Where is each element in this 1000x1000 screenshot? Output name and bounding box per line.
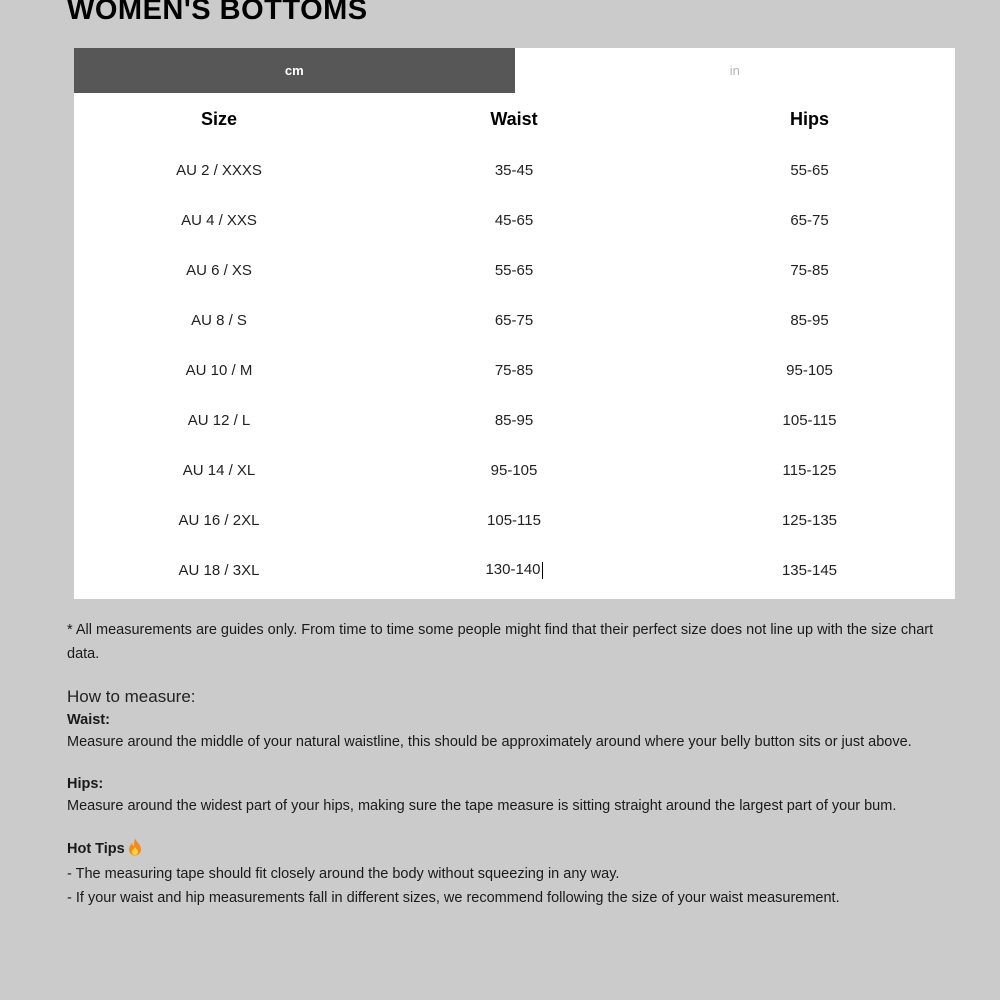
- cell-size: AU 6 / XS: [186, 261, 252, 279]
- cell-waist: 65-75: [494, 311, 534, 329]
- unit-tabs: [74, 48, 955, 93]
- tip-item: - The measuring tape should fit closely around the body without squeezing in any way.: [67, 866, 620, 882]
- text-cursor: [542, 562, 543, 579]
- cell-hips: 135-145: [781, 561, 838, 579]
- cell-hips: 55-65: [790, 161, 829, 179]
- cell-size: AU 14 / XL: [182, 461, 256, 479]
- table-row: [74, 445, 955, 495]
- cell-waist-value: 130-140: [485, 561, 541, 579]
- cell-waist: 95-105: [490, 461, 538, 479]
- column-header-waist: Waist: [490, 108, 538, 129]
- table-row: [74, 495, 955, 545]
- page-title: WOMEN'S BOTTOMS: [67, 0, 368, 26]
- cell-size: AU 4 / XXS: [181, 211, 257, 229]
- cell-hips: 95-105: [786, 361, 833, 379]
- size-chart-panel: [74, 48, 955, 599]
- cell-waist: 105-115: [487, 511, 541, 529]
- cell-hips: 105-115: [782, 411, 837, 429]
- tip-item: - If your waist and hip measurements fall in different sizes, we recommend following the size of your waist measurement.: [67, 890, 840, 906]
- table-header-row: [74, 93, 955, 145]
- cell-hips: 65-75: [790, 211, 829, 229]
- hips-instructions: Measure around the widest part of your hips, making sure the tape measure is sitting straight around the largest part of your bum.: [67, 798, 897, 814]
- tab-in[interactable]: in: [515, 48, 956, 93]
- cell-hips: 85-95: [790, 311, 829, 329]
- disclaimer-text: * All measurements are guides only. From time to time some people might find that their perfect size does not line up with the size chart data.: [67, 622, 934, 662]
- cell-waist: 45-65: [494, 211, 534, 229]
- hot-tips-label: Hot Tips: [67, 841, 125, 857]
- waist-label: Waist:: [67, 712, 110, 728]
- how-to-measure-heading: How to measure:: [67, 687, 196, 706]
- cell-waist: 35-45: [494, 161, 534, 179]
- cell-waist: 85-95: [494, 411, 534, 429]
- cell-size: AU 10 / M: [185, 361, 253, 379]
- table-row: [74, 345, 955, 395]
- cell-size: AU 16 / 2XL: [178, 511, 260, 529]
- hot-tips-heading: [67, 838, 957, 862]
- column-header-hips: Hips: [789, 108, 829, 129]
- notes-section: [67, 618, 957, 910]
- column-header-size: Size: [200, 108, 238, 129]
- cell-hips: 125-135: [781, 511, 838, 529]
- cell-hips: 75-85: [790, 261, 829, 279]
- cell-waist: 55-65: [494, 261, 534, 279]
- cell-size: AU 18 / 3XL: [178, 561, 260, 579]
- cell-hips: 115-125: [782, 461, 837, 479]
- table-row: [74, 395, 955, 445]
- table-row: [74, 545, 955, 595]
- table-row: [74, 295, 955, 345]
- cell-size: AU 2 / XXXS: [176, 161, 262, 179]
- waist-instructions: Measure around the middle of your natural waistline, this should be approximately around where your belly button sits or just above.: [67, 734, 912, 750]
- table-row: [74, 195, 955, 245]
- table-row: [74, 145, 955, 195]
- cell-waist: 75-85: [494, 361, 534, 379]
- tab-cm[interactable]: cm: [74, 48, 515, 93]
- size-table: [74, 93, 955, 595]
- flame-icon: [128, 838, 142, 862]
- cell-waist: [364, 545, 664, 595]
- hips-label: Hips:: [67, 776, 104, 792]
- cell-size: AU 8 / S: [191, 311, 247, 329]
- cell-size: AU 12 / L: [187, 411, 251, 429]
- table-row: [74, 245, 955, 295]
